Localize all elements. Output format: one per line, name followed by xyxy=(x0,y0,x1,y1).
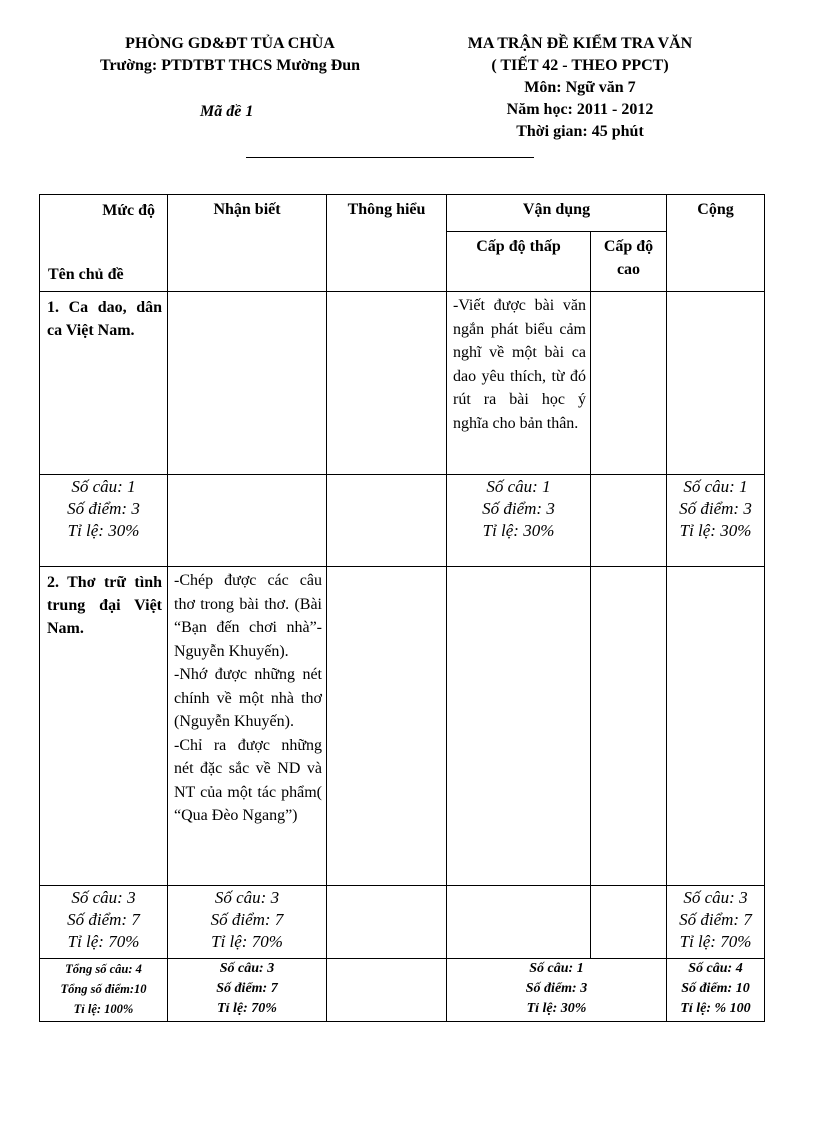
topic-1-comprehension xyxy=(327,292,447,475)
exam-code: Mã đề 1 xyxy=(200,103,254,120)
stat-ratio: Tỉ lệ: 70% xyxy=(679,932,752,951)
totals-comprehension xyxy=(327,959,447,1022)
school-name: Trường: PTDTBT THCS Mường Đun xyxy=(99,57,361,74)
totals-row xyxy=(40,959,765,1022)
totals-application xyxy=(447,959,667,1022)
topic-1-stats-row xyxy=(40,475,765,567)
exam-header xyxy=(430,33,730,143)
application-header: Vận dụng xyxy=(447,195,667,232)
exam-period: ( TIẾT 42 - THEO PPCT) xyxy=(491,57,669,74)
stat-questions: Số câu: 3 xyxy=(71,888,136,907)
level-topic-header xyxy=(40,195,168,292)
low-level-header: Cấp độ thấp xyxy=(447,232,591,292)
stat-questions: Số câu: 1 xyxy=(486,477,551,496)
topic-2-stats xyxy=(40,886,168,959)
recognition-header: Nhận biết xyxy=(168,195,327,292)
stat-ratio: Tỉ lệ: 30% xyxy=(679,521,752,540)
total-questions: Tổng số câu: 4 xyxy=(65,962,142,976)
topic-2-total xyxy=(667,567,765,886)
topic-1-stats-recognition xyxy=(168,475,327,567)
totals-total xyxy=(667,959,765,1022)
topic-2-name: 2. Thơ trữ tình trung đại Việt Nam. xyxy=(40,567,168,886)
totals-recognition xyxy=(168,959,327,1022)
topic-2-comprehension xyxy=(327,567,447,886)
stat-ratio: Tỉ lệ: 70% xyxy=(67,932,140,951)
topic-2-stats-row xyxy=(40,886,765,959)
school-header xyxy=(60,33,400,77)
comprehension-header: Thông hiểu xyxy=(327,195,447,292)
stat-questions: Số câu: 4 xyxy=(688,961,743,976)
topic-2-stats-low-application xyxy=(447,886,591,959)
topic-1-recognition xyxy=(168,292,327,475)
stat-questions: Số câu: 3 xyxy=(214,888,280,907)
topic-1-stats-total xyxy=(667,475,765,567)
stat-ratio: Tỉ lệ: 30% xyxy=(526,1001,587,1016)
topic-1-total xyxy=(667,292,765,475)
stat-questions: Số câu: 3 xyxy=(219,961,275,976)
stat-questions: Số câu: 3 xyxy=(683,888,748,907)
level-header: Mức độ xyxy=(102,202,155,219)
stat-points: Số điểm: 3 xyxy=(67,499,140,518)
recognition-item-1: -Chép được các câu thơ trong bài thơ. (Bài “Bạn đến chơi nhà”-Nguyễn Khuyến). xyxy=(174,572,322,660)
topic-1-stats-low-application xyxy=(447,475,591,567)
header-row-1 xyxy=(40,195,765,232)
topic-2-stats-comprehension xyxy=(327,886,447,959)
stat-ratio: Tỉ lệ: 30% xyxy=(67,521,140,540)
topic-2-high-application xyxy=(591,567,667,886)
totals-label xyxy=(40,959,168,1022)
recognition-item-2: -Nhớ được những nét chính về một nhà thơ (Nguyễn Khuyến). xyxy=(174,666,322,730)
stat-points: Số điểm: 3 xyxy=(525,981,588,996)
stat-points: Số điểm: 7 xyxy=(210,910,284,929)
stat-ratio: Tỉ lệ: % 100 xyxy=(680,1001,751,1016)
high-level-header: Cấp độ cao xyxy=(591,232,667,292)
stat-ratio: Tỉ lệ: 70% xyxy=(211,932,283,951)
exam-title: MA TRẬN ĐỀ KIỂM TRA VĂN xyxy=(467,35,693,52)
stat-points: Số điểm: 3 xyxy=(679,499,752,518)
department-name: PHÒNG GD&ĐT TỦA CHÙA xyxy=(125,35,335,52)
total-points: Tổng số điểm:10 xyxy=(60,982,147,996)
header-divider xyxy=(246,157,534,158)
recognition-item-3: -Chỉ ra được những nét đặc sắc về ND và NT của một tác phẩm( “Qua Đèo Ngang”) xyxy=(174,736,322,824)
topic-1-stats xyxy=(40,475,168,567)
stat-points: Số điểm: 7 xyxy=(216,981,278,996)
topic-2-row xyxy=(40,567,765,886)
topic-1-row xyxy=(40,292,765,475)
topic-1-high-application xyxy=(591,292,667,475)
stat-ratio: Tỉ lệ: 30% xyxy=(482,521,555,540)
exam-duration: Thời gian: 45 phút xyxy=(516,123,644,140)
stat-questions: Số câu: 1 xyxy=(529,961,584,976)
topic-1-stats-high-application xyxy=(591,475,667,567)
topic-1-name: 1. Ca dao, dân ca Việt Nam. xyxy=(40,292,168,475)
school-year: Năm học: 2011 - 2012 xyxy=(506,101,654,118)
stat-questions: Số câu: 1 xyxy=(683,477,748,496)
stat-points: Số điểm: 10 xyxy=(681,981,750,996)
topic-header: Tên chủ đề xyxy=(48,266,124,283)
stat-questions: Số câu: 1 xyxy=(71,477,136,496)
stat-ratio: Tỉ lệ: 70% xyxy=(217,1001,277,1016)
topic-2-recognition xyxy=(168,567,327,886)
topic-2-stats-high-application xyxy=(591,886,667,959)
topic-2-low-application xyxy=(447,567,591,886)
stat-points: Số điểm: 7 xyxy=(67,910,140,929)
topic-1-low-application: -Viết được bài văn ngắn phát biểu cảm nghĩ về một bài ca dao yêu thích, từ đó rút ra bài học ý nghĩa cho bản thân. xyxy=(447,292,591,475)
topic-1-stats-comprehension xyxy=(327,475,447,567)
total-header: Cộng xyxy=(667,195,765,292)
total-ratio: Tỉ lệ: 100% xyxy=(73,1002,134,1016)
topic-2-stats-total xyxy=(667,886,765,959)
exam-matrix-table xyxy=(39,194,765,1022)
stat-points: Số điểm: 7 xyxy=(679,910,752,929)
stat-points: Số điểm: 3 xyxy=(482,499,555,518)
topic-2-stats-recognition xyxy=(168,886,327,959)
exam-subject: Môn: Ngữ văn 7 xyxy=(524,79,636,96)
